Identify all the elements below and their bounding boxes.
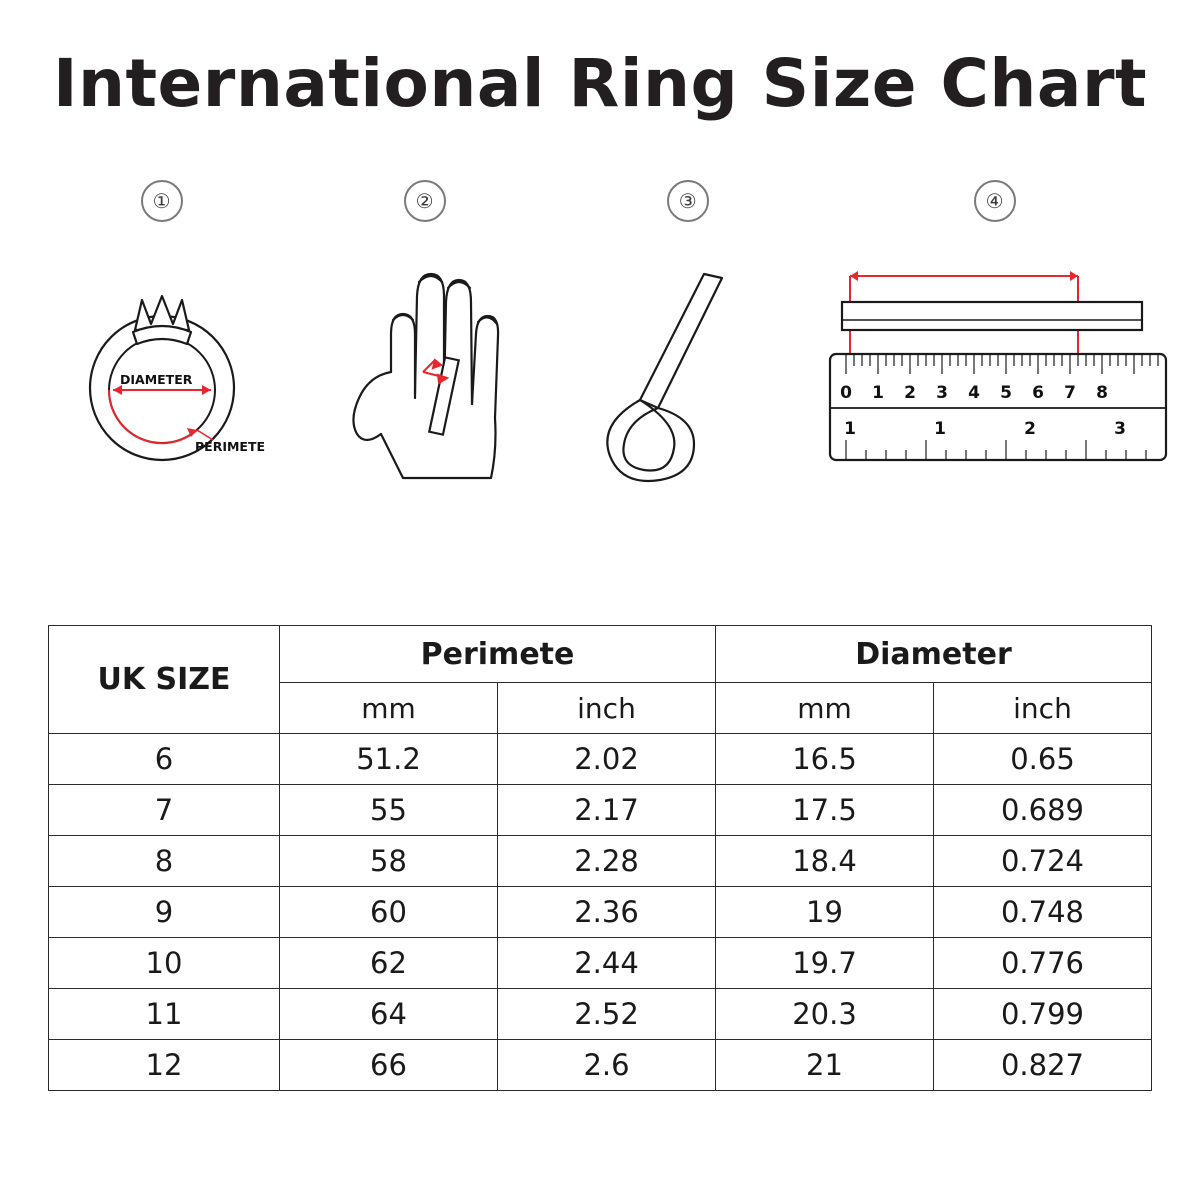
cell-uk-size: 9	[49, 887, 280, 938]
cell-diameter-mm: 19	[716, 887, 934, 938]
header-perimeter: Perimete	[280, 626, 716, 683]
cell-perimeter-inch: 2.17	[498, 785, 716, 836]
cell-perimeter-inch: 2.44	[498, 938, 716, 989]
step-1-number: ①	[141, 180, 183, 222]
table-row	[49, 1040, 1152, 1091]
cell-perimeter-mm: 60	[280, 887, 498, 938]
svg-text:8: 8	[1095, 383, 1108, 403]
step-3	[556, 180, 819, 510]
ring-diameter-diagram-icon	[30, 236, 293, 510]
cell-diameter-inch: 0.799	[934, 989, 1152, 1040]
header-diameter-mm: mm	[716, 683, 934, 734]
paper-strip-loop-icon	[556, 236, 819, 510]
step-3-number: ③	[667, 180, 709, 222]
svg-text:1: 1	[933, 419, 946, 439]
step-2	[293, 180, 556, 510]
cell-diameter-mm: 16.5	[716, 734, 934, 785]
cell-uk-size: 8	[49, 836, 280, 887]
svg-text:PERIMETE: PERIMETE	[194, 439, 265, 454]
table-row	[49, 785, 1152, 836]
cell-diameter-inch: 0.827	[934, 1040, 1152, 1091]
cell-perimeter-inch: 2.28	[498, 836, 716, 887]
table-header-row-group	[49, 626, 1152, 683]
page-title: International Ring Size Chart	[52, 44, 1148, 122]
hand-measuring-finger-icon	[293, 236, 556, 510]
svg-text:7: 7	[1063, 383, 1076, 403]
svg-text:DIAMETER: DIAMETER	[119, 372, 192, 387]
cell-perimeter-inch: 2.02	[498, 734, 716, 785]
cell-perimeter-mm: 66	[280, 1040, 498, 1091]
cell-diameter-inch: 0.689	[934, 785, 1152, 836]
ring-size-table	[48, 625, 1152, 1091]
table-row	[49, 989, 1152, 1040]
header-perimeter-inch: inch	[498, 683, 716, 734]
cell-perimeter-inch: 2.6	[498, 1040, 716, 1091]
svg-text:1: 1	[871, 383, 884, 403]
cell-uk-size: 6	[49, 734, 280, 785]
cell-diameter-mm: 17.5	[716, 785, 934, 836]
header-uk-size: UK SIZE	[49, 626, 280, 734]
cell-uk-size: 11	[49, 989, 280, 1040]
size-table-wrapper	[48, 625, 1152, 1091]
step-4	[819, 180, 1170, 510]
title-bar	[0, 18, 1200, 148]
cell-diameter-mm: 18.4	[716, 836, 934, 887]
header-diameter-inch: inch	[934, 683, 1152, 734]
step-4-number: ④	[974, 180, 1016, 222]
cell-perimeter-mm: 55	[280, 785, 498, 836]
step-1	[30, 180, 293, 510]
svg-text:2: 2	[903, 383, 916, 403]
cell-diameter-inch: 0.748	[934, 887, 1152, 938]
measurement-steps	[30, 180, 1170, 510]
cell-diameter-mm: 19.7	[716, 938, 934, 989]
svg-text:4: 4	[967, 383, 980, 403]
svg-text:6: 6	[1031, 383, 1044, 403]
svg-text:3: 3	[1113, 419, 1126, 439]
cell-perimeter-inch: 2.52	[498, 989, 716, 1040]
cell-diameter-inch: 0.724	[934, 836, 1152, 887]
cell-uk-size: 7	[49, 785, 280, 836]
svg-text:5: 5	[999, 383, 1012, 403]
table-row	[49, 887, 1152, 938]
table-row	[49, 938, 1152, 989]
cell-diameter-inch: 0.65	[934, 734, 1152, 785]
cell-diameter-mm: 20.3	[716, 989, 934, 1040]
cell-perimeter-mm: 62	[280, 938, 498, 989]
table-row	[49, 734, 1152, 785]
svg-text:2: 2	[1023, 419, 1036, 439]
ruler-measure-strip-icon	[819, 236, 1170, 510]
svg-text:1: 1	[843, 419, 856, 439]
header-diameter: Diameter	[716, 626, 1152, 683]
step-2-number: ②	[404, 180, 446, 222]
cell-diameter-mm: 21	[716, 1040, 934, 1091]
cell-perimeter-mm: 51.2	[280, 734, 498, 785]
header-perimeter-mm: mm	[280, 683, 498, 734]
cell-perimeter-inch: 2.36	[498, 887, 716, 938]
cell-perimeter-mm: 64	[280, 989, 498, 1040]
cell-uk-size: 12	[49, 1040, 280, 1091]
cell-diameter-inch: 0.776	[934, 938, 1152, 989]
table-row	[49, 836, 1152, 887]
cell-perimeter-mm: 58	[280, 836, 498, 887]
cell-uk-size: 10	[49, 938, 280, 989]
svg-text:0: 0	[839, 383, 852, 403]
svg-text:3: 3	[935, 383, 948, 403]
